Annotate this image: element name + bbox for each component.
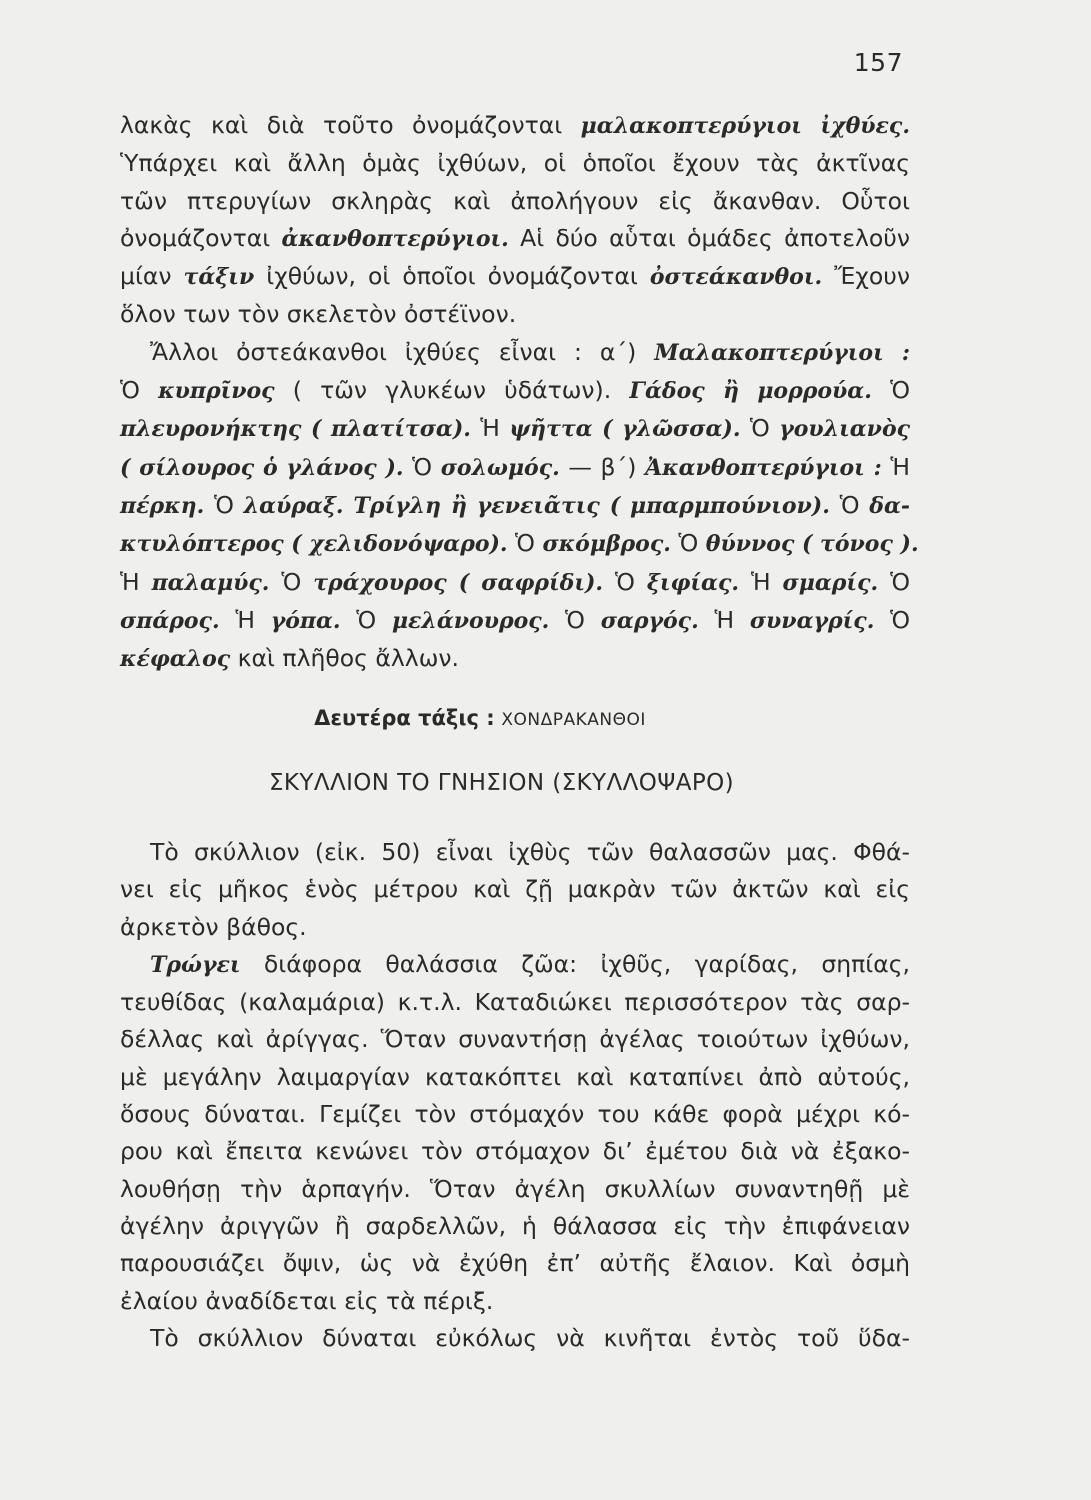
emphasized-term: ξιφίας. — [646, 569, 740, 596]
text-line: παρουσιάζει ὄψιν, ὡς νὰ ἐχύθη ἐπ’ αὐτῆς ἔλαιον. Καὶ ὀσμὴ — [120, 1249, 910, 1278]
text-line: ὀνομάζονται ἀκανθοπτερύγιοι. Αἱ δύο αὗται ὁμάδες ἀποτελοῦν — [120, 223, 910, 252]
emphasized-term: γουλιανὸς — [779, 416, 911, 443]
text-line: δέλλας καὶ ἀρίγγας. Ὅταν συναντήσῃ ἀγέλας τοιούτων ἰχθύων, — [120, 1025, 910, 1054]
emphasized-term: Ἀκανθοπτερύγιοι : — [645, 454, 882, 481]
section-heading: ΣΚΥΛΛΙΟΝ ΤΟ ΓΝΗΣΙΟΝ (ΣΚΥΛΛΟΨΑΡΟ) — [268, 770, 735, 796]
text-line: λακὰς καὶ διὰ τοῦτο ὀνομάζονται μαλακοπτερύγιοι ἰχθύες. — [120, 111, 910, 139]
text-line: Ὑπάρχει καὶ ἄλλη ὁμὰς ἰχθύων, οἱ ὁποῖοι ἔχουν τὰς ἀκτῖνας — [120, 149, 910, 178]
paragraph — [120, 107, 910, 334]
text-block-lower — [120, 834, 910, 1357]
paragraph — [120, 334, 919, 679]
text-line: ὅλον των τὸν σκελετὸν ὀστέϊνον. — [120, 300, 517, 329]
text-line: Ὁ κυπρῖνος ( τῶν γλυκέων ὑδάτων). Γάδος ἢ μορρούα. Ὁ — [120, 376, 911, 405]
text-line: ρου καὶ ἔπειτα κενώνει τὸν στόμαχον δι’ ἐμέτου διὰ νὰ ἐξακο- — [120, 1137, 910, 1166]
emphasized-term: Γάδος ἢ μορρούα. — [629, 378, 872, 405]
subheading-label: Δευτέρα τάξις : — [314, 706, 495, 730]
text-line: Τὸ σκύλλιον (εἰκ. 50) εἶναι ἰχθὺς τῶν θαλασσῶν μας. Φθά- — [150, 838, 910, 866]
emphasized-term: σμαρίς. — [782, 569, 879, 596]
emphasized-term: ὀστεάκανθοι. — [649, 264, 823, 291]
text-line: τῶν πτερυγίων σκληρὰς καὶ ἀπολήγουν εἰς ἄκανθαν. Οὗτοι — [120, 186, 910, 215]
emphasized-term: τράχουρος ( σαφρίδι). — [313, 569, 604, 596]
emphasized-term: ψῆττα ( γλῶσσα). — [509, 416, 741, 443]
paragraph — [120, 1320, 910, 1357]
page-number: 157 — [853, 48, 903, 77]
text-line: Τρώγει διάφορα θαλάσσια ζῶα: ἰχθῦς, γαρίδας, σηπίας, — [150, 949, 910, 978]
text-line: ἀρκετὸν βάθος. — [120, 912, 307, 941]
text-line: πλευρονήκτης ( πλατίτσα). Ἡ ψῆττα ( γλῶσσα). Ὁ γουλιανὸς — [120, 414, 911, 443]
text-line: ἐλαίου ἀναδίδεται εἰς τὰ πέριξ. — [120, 1286, 494, 1315]
text-line: νει εἰς μῆκος ἑνὸς μέτρου καὶ ζῇ μακρὰν τῶν ἀκτῶν καὶ εἰς — [120, 875, 910, 904]
emphasized-term: σαργός. — [600, 607, 699, 634]
emphasized-term: σολωμός. — [440, 454, 560, 481]
emphasized-term: Τρώγει — [150, 951, 241, 978]
emphasized-term: παλαμύς. — [151, 569, 270, 596]
text-line: Τὸ σκύλλιον δύναται εὐκόλως νὰ κινῆται ἐντὸς τοῦ ὕδα- — [150, 1323, 910, 1352]
emphasized-term: τάξιν — [183, 264, 255, 291]
emphasized-term: συναγρίς. — [749, 607, 875, 634]
section-subheading — [0, 706, 960, 730]
text-line: σπάρος. Ἡ γόπα. Ὁ μελάνουρος. Ὁ σαργός. Ἡ συναγρίς. Ὁ — [120, 605, 911, 634]
paragraph — [120, 946, 910, 1320]
text-line: πέρκη. Ὁ λαύραξ. Τρίγλη ἢ γενειᾶτις ( μπαρμπούνιον). Ὁ δα- — [120, 490, 911, 519]
text-line: μὲ μεγάλην λαιμαργίαν κατακόπτει καὶ καταπίνει ἀπὸ αὐτούς, — [120, 1062, 910, 1091]
emphasized-term: κέφαλος — [120, 646, 231, 673]
text-block-upper — [120, 107, 919, 678]
emphasized-term: δα- — [869, 492, 911, 519]
emphasized-term: Μαλακοπτερύγιοι : — [654, 339, 910, 366]
emphasized-term: μελάνουρος. — [391, 607, 550, 634]
emphasized-term: λαύραξ. Τρίγλη ἢ γενειᾶτις ( μπαρμπούνιον). — [243, 492, 830, 519]
text-line: κέφαλος καὶ πλῆθος ἄλλων. — [120, 644, 459, 673]
text-line: Ἄλλοι ὀστεάκανθοι ἰχθύες εἶναι : α΄) Μαλακοπτερύγιοι : — [150, 337, 910, 366]
subheading-name: ΧΟΝΔΡΑΚΑΝΘΟΙ — [501, 710, 646, 730]
text-line: ἀγέλην ἀριγγῶν ἢ σαρδελλῶν, ἡ θάλασσα εἰς τὴν ἐπιφάνειαν — [120, 1211, 910, 1240]
text-line: τευθίδας (καλαμάρια) κ.τ.λ. Καταδιώκει περισσότερον τὰς σαρ- — [120, 988, 910, 1017]
emphasized-term: γόπα. — [270, 607, 341, 634]
text-line: ὅσους δύναται. Γεμίζει τὸν στόμαχόν του κάθε φορὰ μέχρι κό- — [120, 1100, 910, 1129]
emphasized-term: κτυλόπτερος ( χελιδονόψαρο). — [120, 531, 508, 558]
emphasized-term: μαλακοπτερύγιοι ἰχθύες. — [580, 113, 910, 139]
text-line: Ἡ παλαμύς. Ὁ τράχουρος ( σαφρίδι). Ὁ ξιφίας. Ἡ σμαρίς. Ὁ — [120, 567, 911, 596]
emphasized-term: σκόμβρος. — [542, 531, 671, 558]
text-line: ( σίλουρος ὁ γλάνος ). Ὁ σολωμός. — β΄) Ἀκανθοπτερύγιοι : Ἡ — [120, 452, 911, 481]
emphasized-term: ἀκανθοπτερύγιοι. — [281, 225, 509, 252]
emphasized-term: θύννος ( τόνος ). — [705, 531, 919, 558]
emphasized-term: σπάρος. — [120, 607, 220, 634]
text-line: κτυλόπτερος ( χελιδονόψαρο). Ὁ σκόμβρος. Ὁ θύννος ( τόνος ). — [120, 529, 919, 558]
emphasized-term: πέρκη. — [120, 492, 205, 519]
text-line: μίαν τάξιν ἰχθύων, οἱ ὁποῖοι ὀνομάζονται ὀστεάκανθοι. Ἔχουν — [120, 262, 910, 291]
paragraph — [120, 834, 910, 946]
emphasized-term: κυπρῖνος — [158, 378, 275, 405]
emphasized-term: πλευρονήκτης ( πλατίτσα). — [120, 416, 471, 443]
text-line: λουθήσῃ τὴν ἁρπαγήν. Ὅταν ἀγέλη σκυλλίων συναντηθῇ μὲ — [120, 1174, 910, 1203]
emphasized-term: ( σίλουρος ὁ γλάνος ). — [120, 454, 404, 481]
